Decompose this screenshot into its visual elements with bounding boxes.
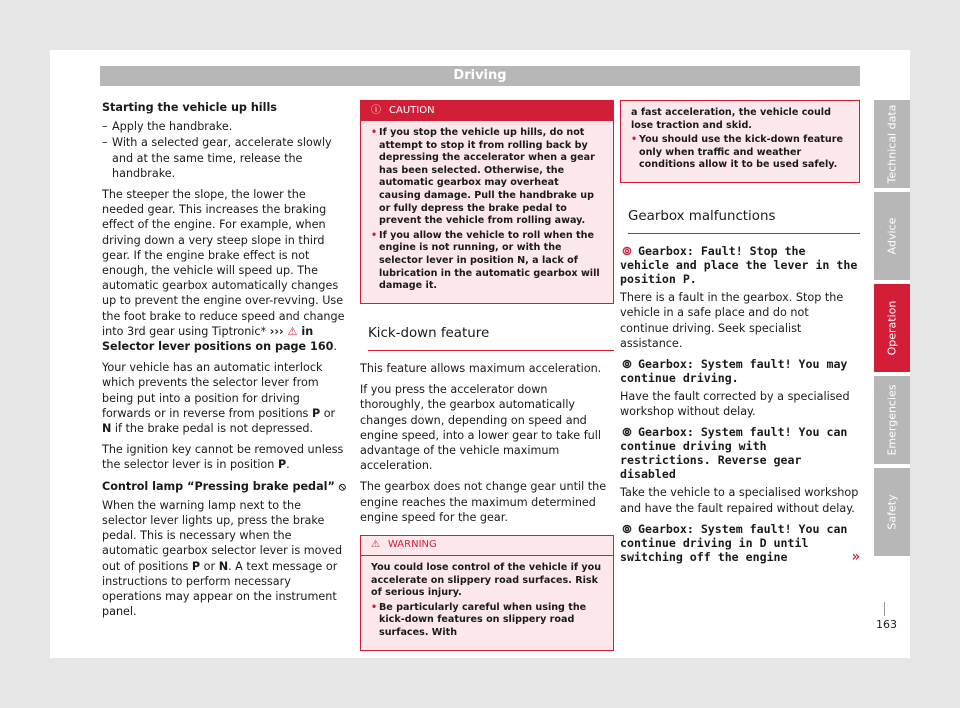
gearbox-warning-icon: ⦾ — [622, 356, 632, 371]
paragraph: This feature allows maximum acceleration. — [360, 361, 602, 375]
gearbox-warning-icon: ⦾ — [622, 244, 632, 259]
tab-technical-data[interactable]: Technical data — [874, 100, 910, 188]
paragraph: Your vehicle has an automatic interlock which prevents the selector lever from being put into a position for driving forwards or in reverse from positions P or N if the brake pedal is not depressed. — [102, 361, 336, 436]
warning-triangle-icon: ⚠ — [287, 324, 298, 338]
caution-box — [360, 100, 614, 304]
tab-safety[interactable]: Safety — [874, 468, 910, 556]
cross-ref-link[interactable]: ››› ⚠ in Selector lever positions on page 160 — [102, 324, 334, 354]
brake-lamp-icon: ⦸ — [338, 479, 347, 493]
warning-body: You could lose control of the vehicle if you accelerate on slippery road surfaces. Risk of serious injury. • Be particularly careful when using the kick-down features on slippery road surfaces. With — [371, 561, 602, 638]
list-item: • You should use the kick-down feature only when traffic and weather conditions allow it to be used safely. — [631, 134, 843, 171]
status-message: ⦾ Gearbox: System fault! You may continue driving. — [620, 356, 848, 385]
gearbox-warning-icon: ⦾ — [622, 521, 632, 536]
warning-box-continued — [620, 100, 860, 183]
caution-body — [361, 121, 613, 303]
warning-header: ⚠ WARNING — [361, 536, 613, 556]
warning-triangle-icon: ⚠ — [371, 539, 380, 551]
list-item: – Apply the handbrake. — [102, 120, 233, 134]
list-item: • Be particularly careful when using the kick-down features on slippery road surfaces. With — [371, 601, 587, 638]
list-item: • If you allow the vehicle to roll when the engine is not running, or with the selector lever in position N, a lack of lubrication in the automatic gearbox will damage it. — [371, 229, 600, 292]
paragraph: The steeper the slope, the lower the needed gear. This increases the braking effect of the engine. For example, when driving down a very steep slope in third gear. If the engine brake effect is not enough, the vehicle will speed up. The automatic gearbox automatically changes up to prevent the engine over-revving. Use the foot brake to reduce speed and change into 3rd gear using Tiptronic* ››› ⚠ in Selector lever positions on page 160. — [102, 188, 345, 354]
section-title-gearbox: Gearbox malfunctions — [620, 209, 860, 224]
paragraph: If you press the accelerator down thoroughly, the gearbox automatically changes down, depending on speed and engine speed, into a lower gear to take full advantage of the vehicle maximum acceleration. — [360, 383, 601, 473]
warning-body-continued: a fast acceleration, the vehicle could lose traction and skid. • You should use the kick-down feature only when traffic and weather conditions allow it to be used safely. — [621, 101, 859, 182]
list-item: – With a selected gear, accelerate slowly and at the same time, release the handbrake. — [102, 136, 332, 180]
list-item: • If you stop the vehicle up hills, do not attempt to stop it from rolling back by depressing the accelerator when a gear has been selected. Otherwise, the automatic gearbox may overheat causing damage. Pull the handbrake up or fully depress the brake pedal to prevent the vehicle from rolling away. — [371, 127, 595, 227]
status-message: ⦾ Gearbox: System fault! You can continue driving with restrictions. Reverse gear disabled — [620, 425, 848, 482]
section-title-kickdown: Kick-down feature — [360, 326, 614, 341]
column-1 — [102, 100, 348, 626]
info-circle-icon: ⓘ — [371, 105, 381, 116]
gearbox-warning-icon: ⦾ — [622, 425, 632, 440]
warning-box — [360, 535, 614, 651]
paragraph: There is a fault in the gearbox. Stop the vehicle in a safe place and do not continue driving. Seek specialist assistance. — [620, 291, 844, 350]
tab-emergencies[interactable]: Emergencies — [874, 376, 910, 464]
paragraph: Have the fault corrected by a specialised workshop without delay. — [620, 389, 850, 419]
heading-control-lamp: Control lamp “Pressing brake pedal” ⦸ — [102, 479, 347, 493]
column-2 — [360, 100, 614, 651]
status-message: ⦾ Gearbox: Fault! Stop the vehicle and place the lever in the position P. — [620, 244, 858, 287]
paragraph: The gearbox does not change gear until the engine reaches the maximum determined engine speed for the gear. — [360, 480, 607, 524]
tab-operation[interactable]: Operation — [874, 284, 910, 372]
paragraph: Take the vehicle to a specialised workshop and have the fault repaired without delay. — [620, 486, 859, 515]
page-number-divider — [884, 602, 885, 616]
side-tabs — [874, 100, 910, 560]
page-header: Driving — [100, 66, 860, 86]
paragraph: The ignition key cannot be removed unless the selector lever is in position P. — [102, 443, 344, 472]
tab-advice[interactable]: Advice — [874, 192, 910, 280]
caution-header: ⓘ CAUTION — [361, 101, 613, 121]
status-message: ⦾ Gearbox: System fault! You can continue driving in D until switching off the engine » — [620, 521, 860, 565]
continued-arrow-icon: » — [851, 548, 860, 565]
column-3 — [620, 100, 860, 568]
page-number: 163 — [876, 618, 897, 631]
heading-starting-hills: Starting the vehicle up hills — [102, 101, 277, 114]
paragraph: When the warning lamp next to the selector lever lights up, press the brake pedal. This is necessary when the automatic gearbox selector lever is moved out of positions P or N. A text message or instructions to perform necessary operations may appear on the instrument panel. — [102, 498, 343, 619]
